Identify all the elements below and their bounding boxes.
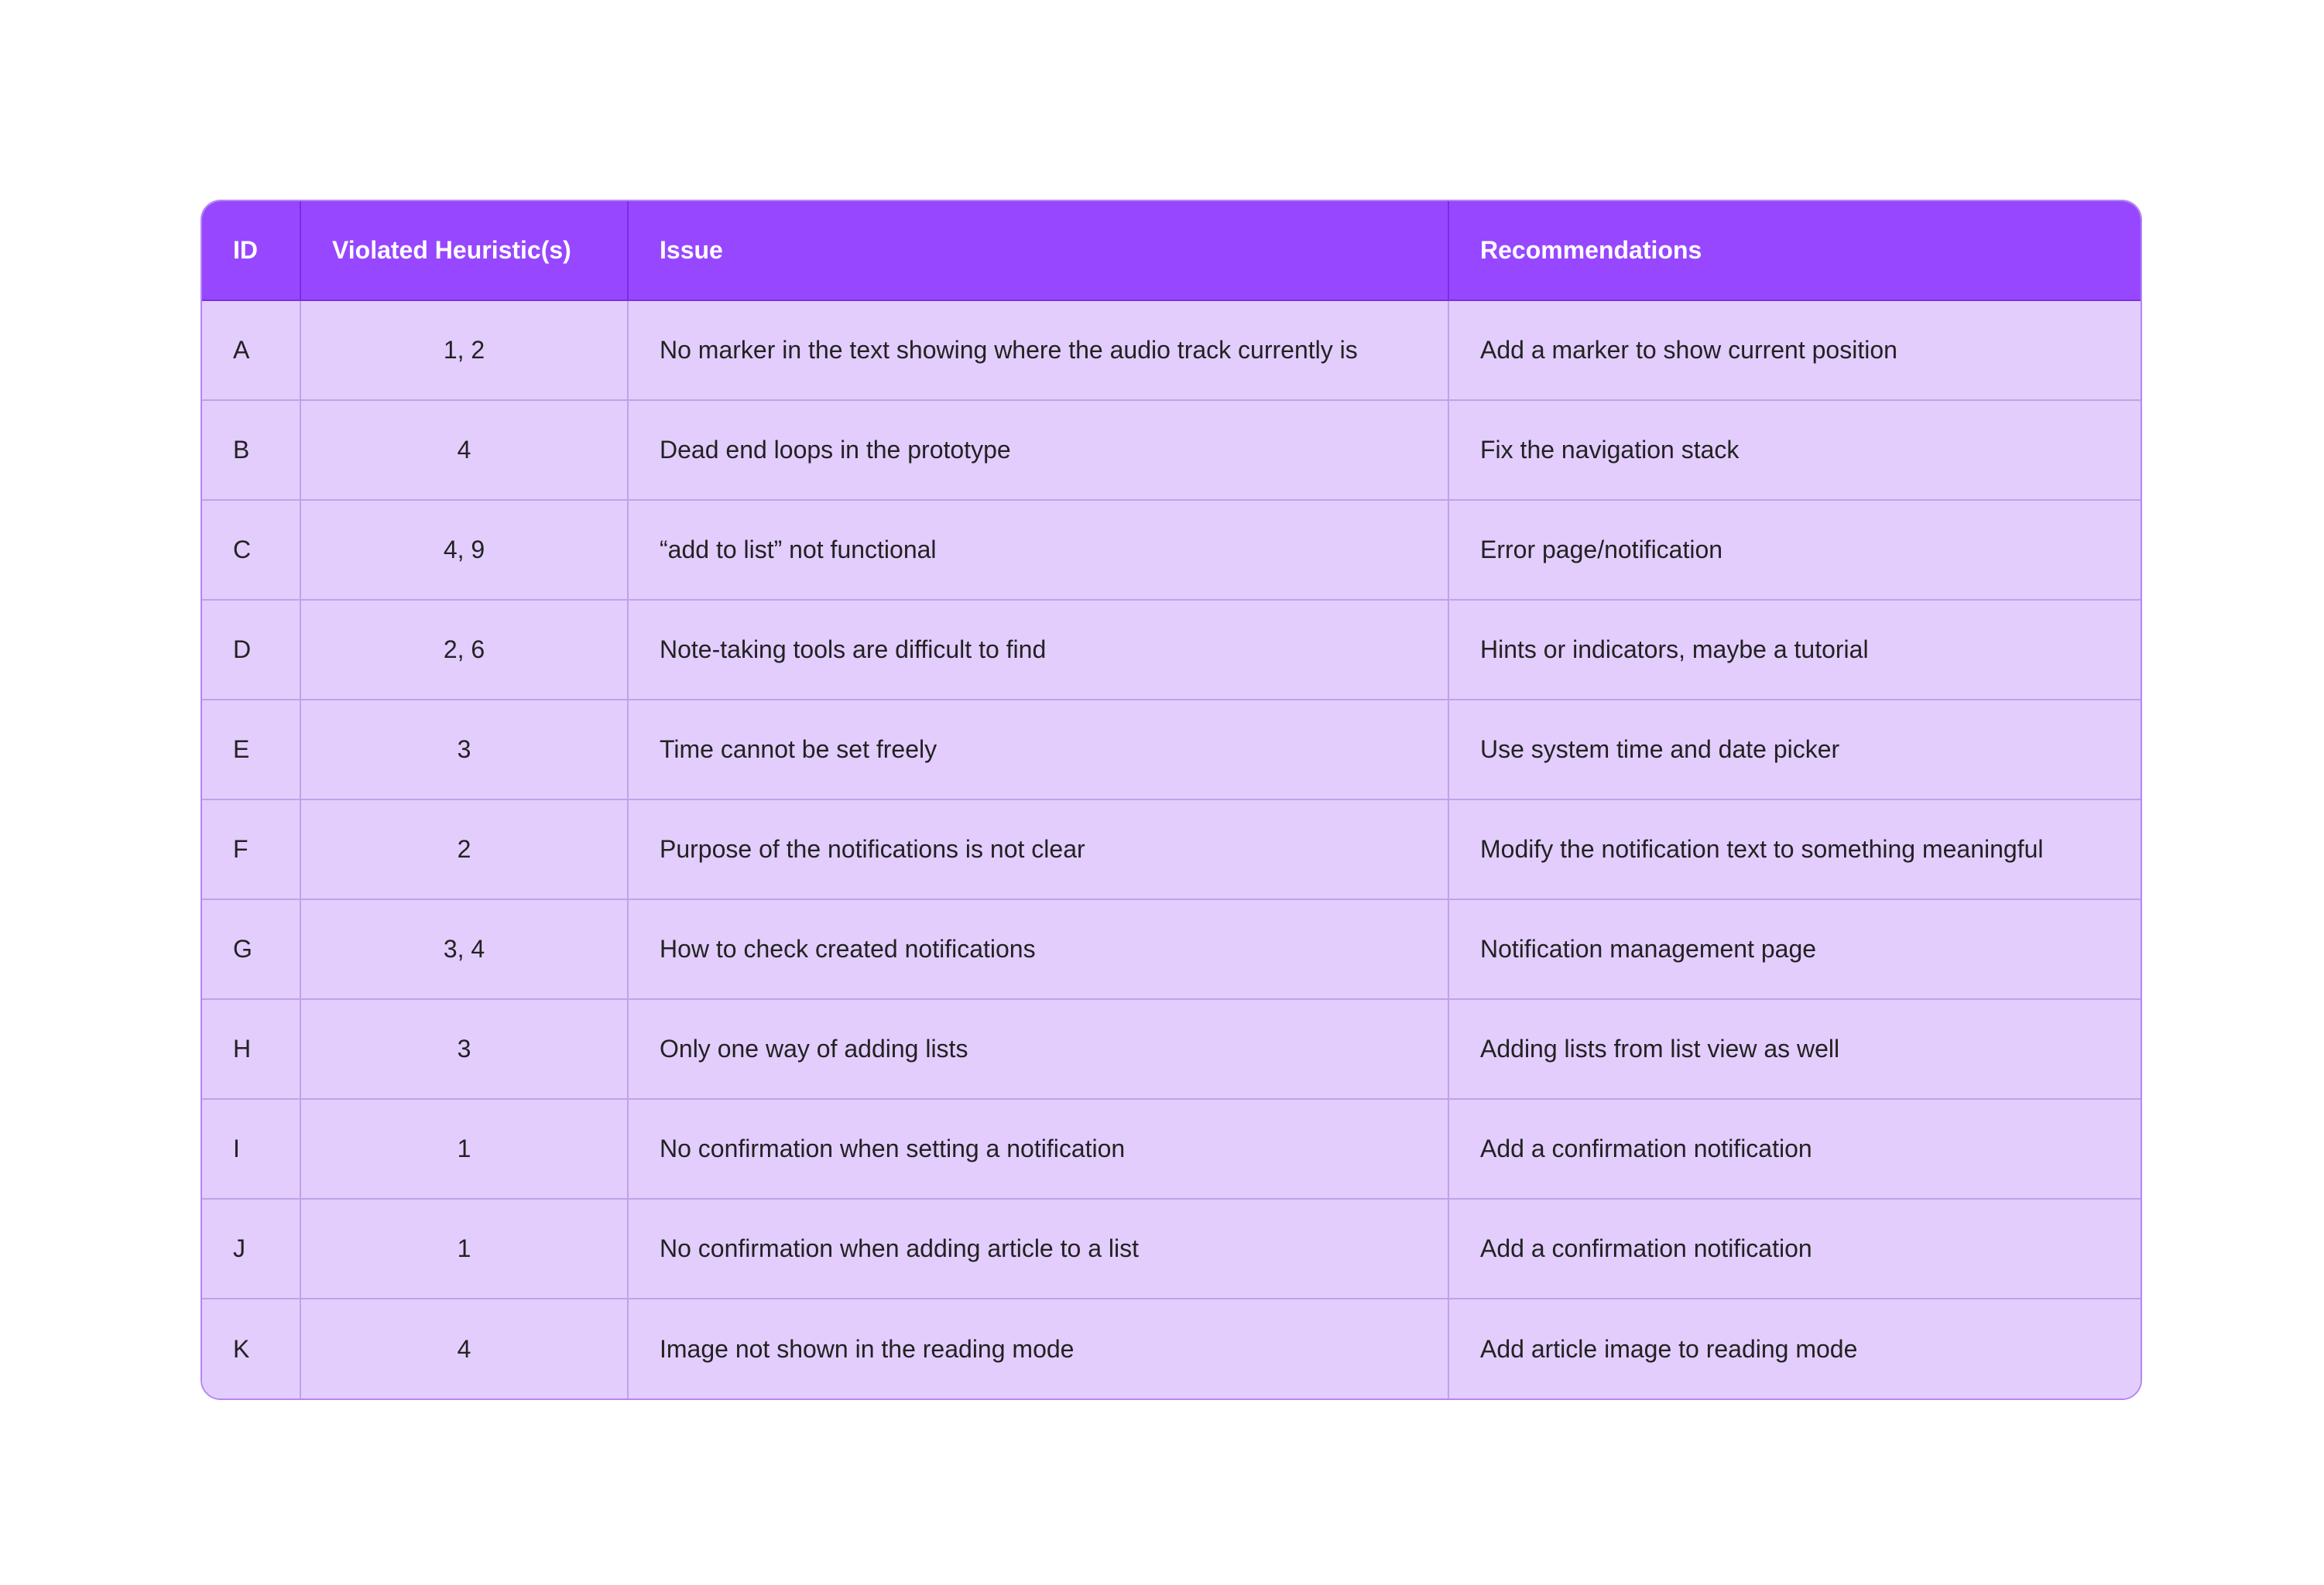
table-row [202, 300, 2141, 400]
header-id: ID [202, 201, 300, 300]
cell-recommendation: Notification management page [1448, 899, 2141, 999]
cell-recommendation: Modify the notification text to something meaningful [1448, 799, 2141, 899]
cell-heuristics: 1 [300, 1199, 628, 1299]
cell-issue: How to check created notifications [628, 899, 1448, 999]
cell-heuristics: 2, 6 [300, 600, 628, 700]
header-recommendations: Recommendations [1448, 201, 2141, 300]
cell-issue: “add to list” not functional [628, 500, 1448, 600]
cell-id: A [202, 300, 300, 400]
cell-heuristics: 3 [300, 700, 628, 799]
cell-recommendation: Error page/notification [1448, 500, 2141, 600]
cell-id: D [202, 600, 300, 700]
cell-heuristics: 2 [300, 799, 628, 899]
cell-id: F [202, 799, 300, 899]
cell-id: E [202, 700, 300, 799]
table-row [202, 400, 2141, 500]
table-row [202, 1099, 2141, 1199]
cell-recommendation: Fix the navigation stack [1448, 400, 2141, 500]
table-row [202, 500, 2141, 600]
table-row [202, 999, 2141, 1099]
cell-issue: Time cannot be set freely [628, 700, 1448, 799]
cell-heuristics: 3 [300, 999, 628, 1099]
cell-heuristics: 4 [300, 1299, 628, 1398]
cell-id: I [202, 1099, 300, 1199]
cell-issue: Purpose of the notifications is not clear [628, 799, 1448, 899]
cell-recommendation: Add article image to reading mode [1480, 1334, 1858, 1363]
cell-id: B [202, 400, 300, 500]
cell-issue: Image not shown in the reading mode [628, 1299, 1448, 1398]
cell-recommendation: Add a confirmation notification [1448, 1199, 2141, 1299]
cell-recommendation: Adding lists from list view as well [1448, 999, 2141, 1099]
cell-recommendation: Add a marker to show current position [1448, 300, 2141, 400]
cell-heuristics: 3, 4 [300, 899, 628, 999]
cell-issue: No confirmation when adding article to a list [628, 1199, 1448, 1299]
cell-id: H [202, 999, 300, 1099]
cell-heuristics: 4, 9 [300, 500, 628, 600]
table-row [202, 600, 2141, 700]
table-row [202, 1299, 2141, 1398]
cell-heuristics: 1 [300, 1099, 628, 1199]
header-row [202, 201, 2141, 300]
table-row [202, 799, 2141, 899]
cell-id: K [202, 1299, 300, 1398]
cell-recommendation: Add a confirmation notification [1448, 1099, 2141, 1199]
cell-issue: Note-taking tools are difficult to find [628, 600, 1448, 700]
cell-id: J [202, 1199, 300, 1299]
cell-id: G [202, 899, 300, 999]
table-row [202, 1199, 2141, 1299]
cell-recommendation: Use system time and date picker [1448, 700, 2141, 799]
table-header [202, 201, 2141, 300]
table-row [202, 899, 2141, 999]
cell-heuristics: 4 [300, 400, 628, 500]
cell-heuristics: 1, 2 [300, 300, 628, 400]
table-row [202, 700, 2141, 799]
cell-issue: No confirmation when setting a notification [628, 1099, 1448, 1199]
heuristic-evaluation-table [201, 200, 2142, 1400]
cell-id: C [202, 500, 300, 600]
cell-issue: Dead end loops in the prototype [628, 400, 1448, 500]
header-violated-heuristics: Violated Heuristic(s) [300, 201, 628, 300]
cell-issue: No marker in the text showing where the audio track currently is [628, 300, 1448, 400]
cell-issue: Only one way of adding lists [628, 999, 1448, 1099]
cell-recommendation: Hints or indicators, maybe a tutorial [1448, 600, 2141, 700]
issues-table [202, 201, 2141, 1398]
table-body [202, 300, 2141, 1398]
header-issue: Issue [628, 201, 1448, 300]
